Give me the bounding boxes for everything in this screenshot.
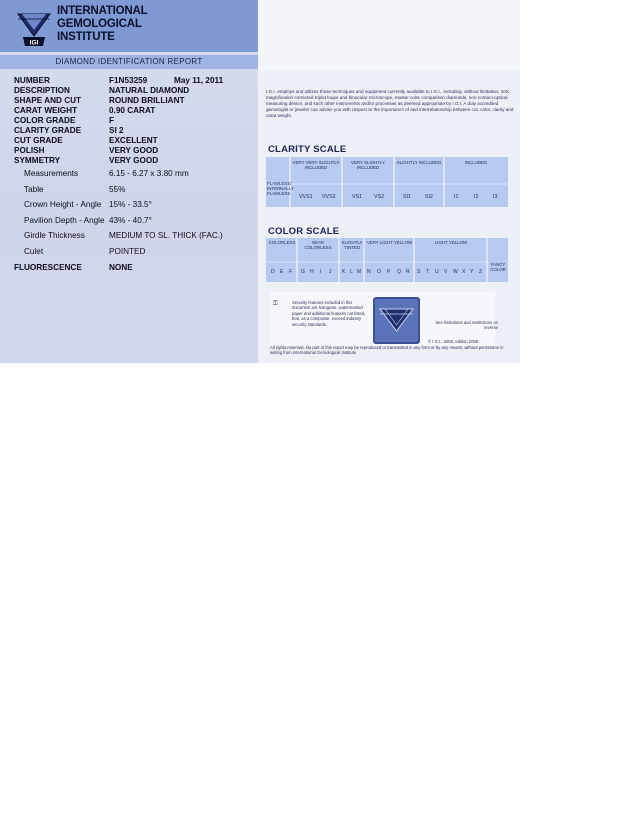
rights-text: All rights reserved. No part of this report may be reproduced or transmitted in any form or by any means, without permission in writing from International Gemological Institute [270,345,504,355]
number-label: NUMBER [14,76,50,85]
color-letter-s: S [417,269,421,275]
clarity-grade-vvs2: VVS2 [322,194,336,200]
copyright-text: © I.G.I., 2005, edition 2008 [428,339,479,344]
field-symmetry [14,156,258,166]
shape-label: SHAPE AND CUT [14,96,82,105]
clarity-grade-i2: I2 [474,194,479,200]
field-cut [14,136,258,146]
field-table [14,182,258,198]
clarity-group-i: INCLUDED [464,160,488,165]
color-letter-q: Q [397,269,401,275]
cut-value: EXCELLENT [109,136,158,145]
intro-text: I.G.I. employs and utilizes those techniques and equipment currently available to I.G.I., including, without limitation, 10X magnification corrected triplet loupe and binocular microscope, master color comparison diamonds, non-contact-optical measuring device, and such other instruments and/or processes as deemed appropriate by I.G.I. A duly accredited gemologist or jeweler can advise you with respect to the importance of and interrelationship between cut, color, clarity and carat weight. [266,89,514,119]
field-clarity [14,126,258,136]
clarity-grade-vvs1: VVS1 [299,194,313,200]
field-polish [14,146,258,156]
culet-value: POINTED [109,246,146,256]
field-shape [14,96,258,106]
polish-label: POLISH [14,146,45,155]
logo-text: IGI [29,39,39,47]
color-group-light-yellow: LIGHT YELLOW [434,240,468,245]
shape-value: ROUND BRILLIANT [109,96,185,105]
cut-label: CUT GRADE [14,136,63,145]
key-icon: ⚿ [273,301,278,307]
report-details-panel [0,0,258,363]
color-group-slightly-tinted: SLIGHTLY TINTED [341,240,363,250]
crown-value: 15% - 33.5° [109,200,152,209]
color-letter-m: M [357,269,362,275]
fluorescence-value: NONE [109,263,133,272]
clarity-scale [266,157,508,207]
color-letter-w: W [453,269,458,275]
clarity-grade-si1: SI1 [403,194,411,200]
carat-value: 0.90 CARAT [109,106,156,115]
color-letter-y: Y [470,269,474,275]
field-measurements [14,166,258,182]
color-letter-v: V [444,269,448,275]
clarity-group-si: SLIGHTLY INCLUDED [396,160,442,165]
color-group-colorless: COLORLESS [268,240,296,245]
color-letter-i: I [320,269,322,275]
color-letter-h: H [310,269,314,275]
crown-label: Crown Height - Angle [24,200,102,209]
color-letter-p: P [387,269,391,275]
color-letter-z: Z [479,269,483,275]
number-value: F1N53259 [109,76,148,85]
color-letter-t: T [426,269,430,275]
symmetry-value: VERY GOOD [109,156,159,165]
clarity-grade-vs1: VS1 [352,194,363,200]
clarity-grade-si2: SI2 [425,194,433,200]
color-letter-g: G [301,269,305,275]
color-value: F [109,116,115,125]
color-group-very-light-yellow: VERY LIGHT YELLOW [366,240,413,245]
color-letter-o: O [377,269,381,275]
clarity-grade-i3: I3 [493,194,498,200]
color-letter-n: N [367,269,371,275]
color-group-fancy: FANCY COLOR [490,262,506,272]
color-group-near-colorless: NEAR COLORLESS [304,240,332,250]
report-fields [14,76,258,276]
color-letter-r: R [406,269,410,275]
measurements-label: Measurements [24,169,79,178]
color-letter-f: F [289,269,293,275]
fluorescence-label: FLUORESCENCE [14,263,82,272]
report-header [0,0,258,52]
clarity-group-flawless: FLAWLESS/ INTERNALLY FLAWLESS [267,181,294,196]
report-date: May 11, 2011 [174,76,224,85]
igi-diamond-logo-icon [14,6,54,48]
report-title: DIAMOND IDENTIFICATION REPORT [0,55,258,69]
table-label: Table [24,184,44,194]
field-fluorescence [14,259,258,276]
org-line-3: INSTITUTE [57,31,115,43]
field-description [14,86,258,96]
org-line-1: INTERNATIONAL [57,5,148,17]
field-carat [14,106,258,116]
security-text: Security features included in this document are hologram, watermarked paper and additional features not listed, that, as a composite, exceed industry security standards. [292,300,366,327]
color-letter-j: J [329,269,332,275]
color-letter-u: U [435,269,439,275]
clarity-grade-i1: I1 [454,194,459,200]
field-pavilion [14,213,258,229]
limitations-note: See limitations and restrictions on reverse [435,320,498,331]
blank-top-area [258,0,520,70]
girdle-value: MEDIUM TO SL. THICK (FAC.) [109,231,223,240]
pavilion-label: Pavilion Depth - Angle [24,215,105,225]
pavilion-value: 43% - 40.7° [109,215,152,225]
clarity-scale-title: CLARITY SCALE [268,144,347,155]
girdle-label: Girdle Thickness [24,231,85,240]
clarity-group-vs: VERY SLIGHTLY INCLUDED [351,160,385,170]
symmetry-label: SYMMETRY [14,156,61,165]
field-color [14,116,258,126]
security-section [270,292,498,346]
culet-label: Culet [24,246,44,256]
field-girdle [14,228,258,244]
field-culet [14,244,258,260]
color-label: COLOR GRADE [14,116,76,125]
igi-report [0,0,520,363]
clarity-value: SI 2 [109,126,124,135]
carat-label: CARAT WEIGHT [14,106,78,115]
description-value: NATURAL DIAMOND [109,86,190,95]
color-letter-d: D [271,269,275,275]
field-crown [14,197,258,213]
field-number [14,76,258,86]
scales-panel [258,0,520,363]
polish-value: VERY GOOD [109,146,159,155]
description-label: DESCRIPTION [14,86,70,95]
clarity-grade-vs2: VS2 [374,194,385,200]
color-scale [266,238,508,282]
color-letter-l: L [350,269,353,275]
color-letter-e: E [280,269,284,275]
org-line-2: GEMOLOGICAL [57,18,142,30]
measurements-value: 6.15 - 6.27 x 3.80 mm [109,169,189,178]
hologram-logo-icon [373,297,420,344]
clarity-group-vvs: VERY VERY SLIGHTLY INCLUDED [292,160,340,170]
table-value: 55% [109,184,126,194]
color-letter-k: K [342,269,346,275]
organization-name [57,5,147,44]
color-letter-x: X [462,269,466,275]
clarity-label: CLARITY GRADE [14,126,82,135]
color-scale-title: COLOR SCALE [268,226,340,237]
